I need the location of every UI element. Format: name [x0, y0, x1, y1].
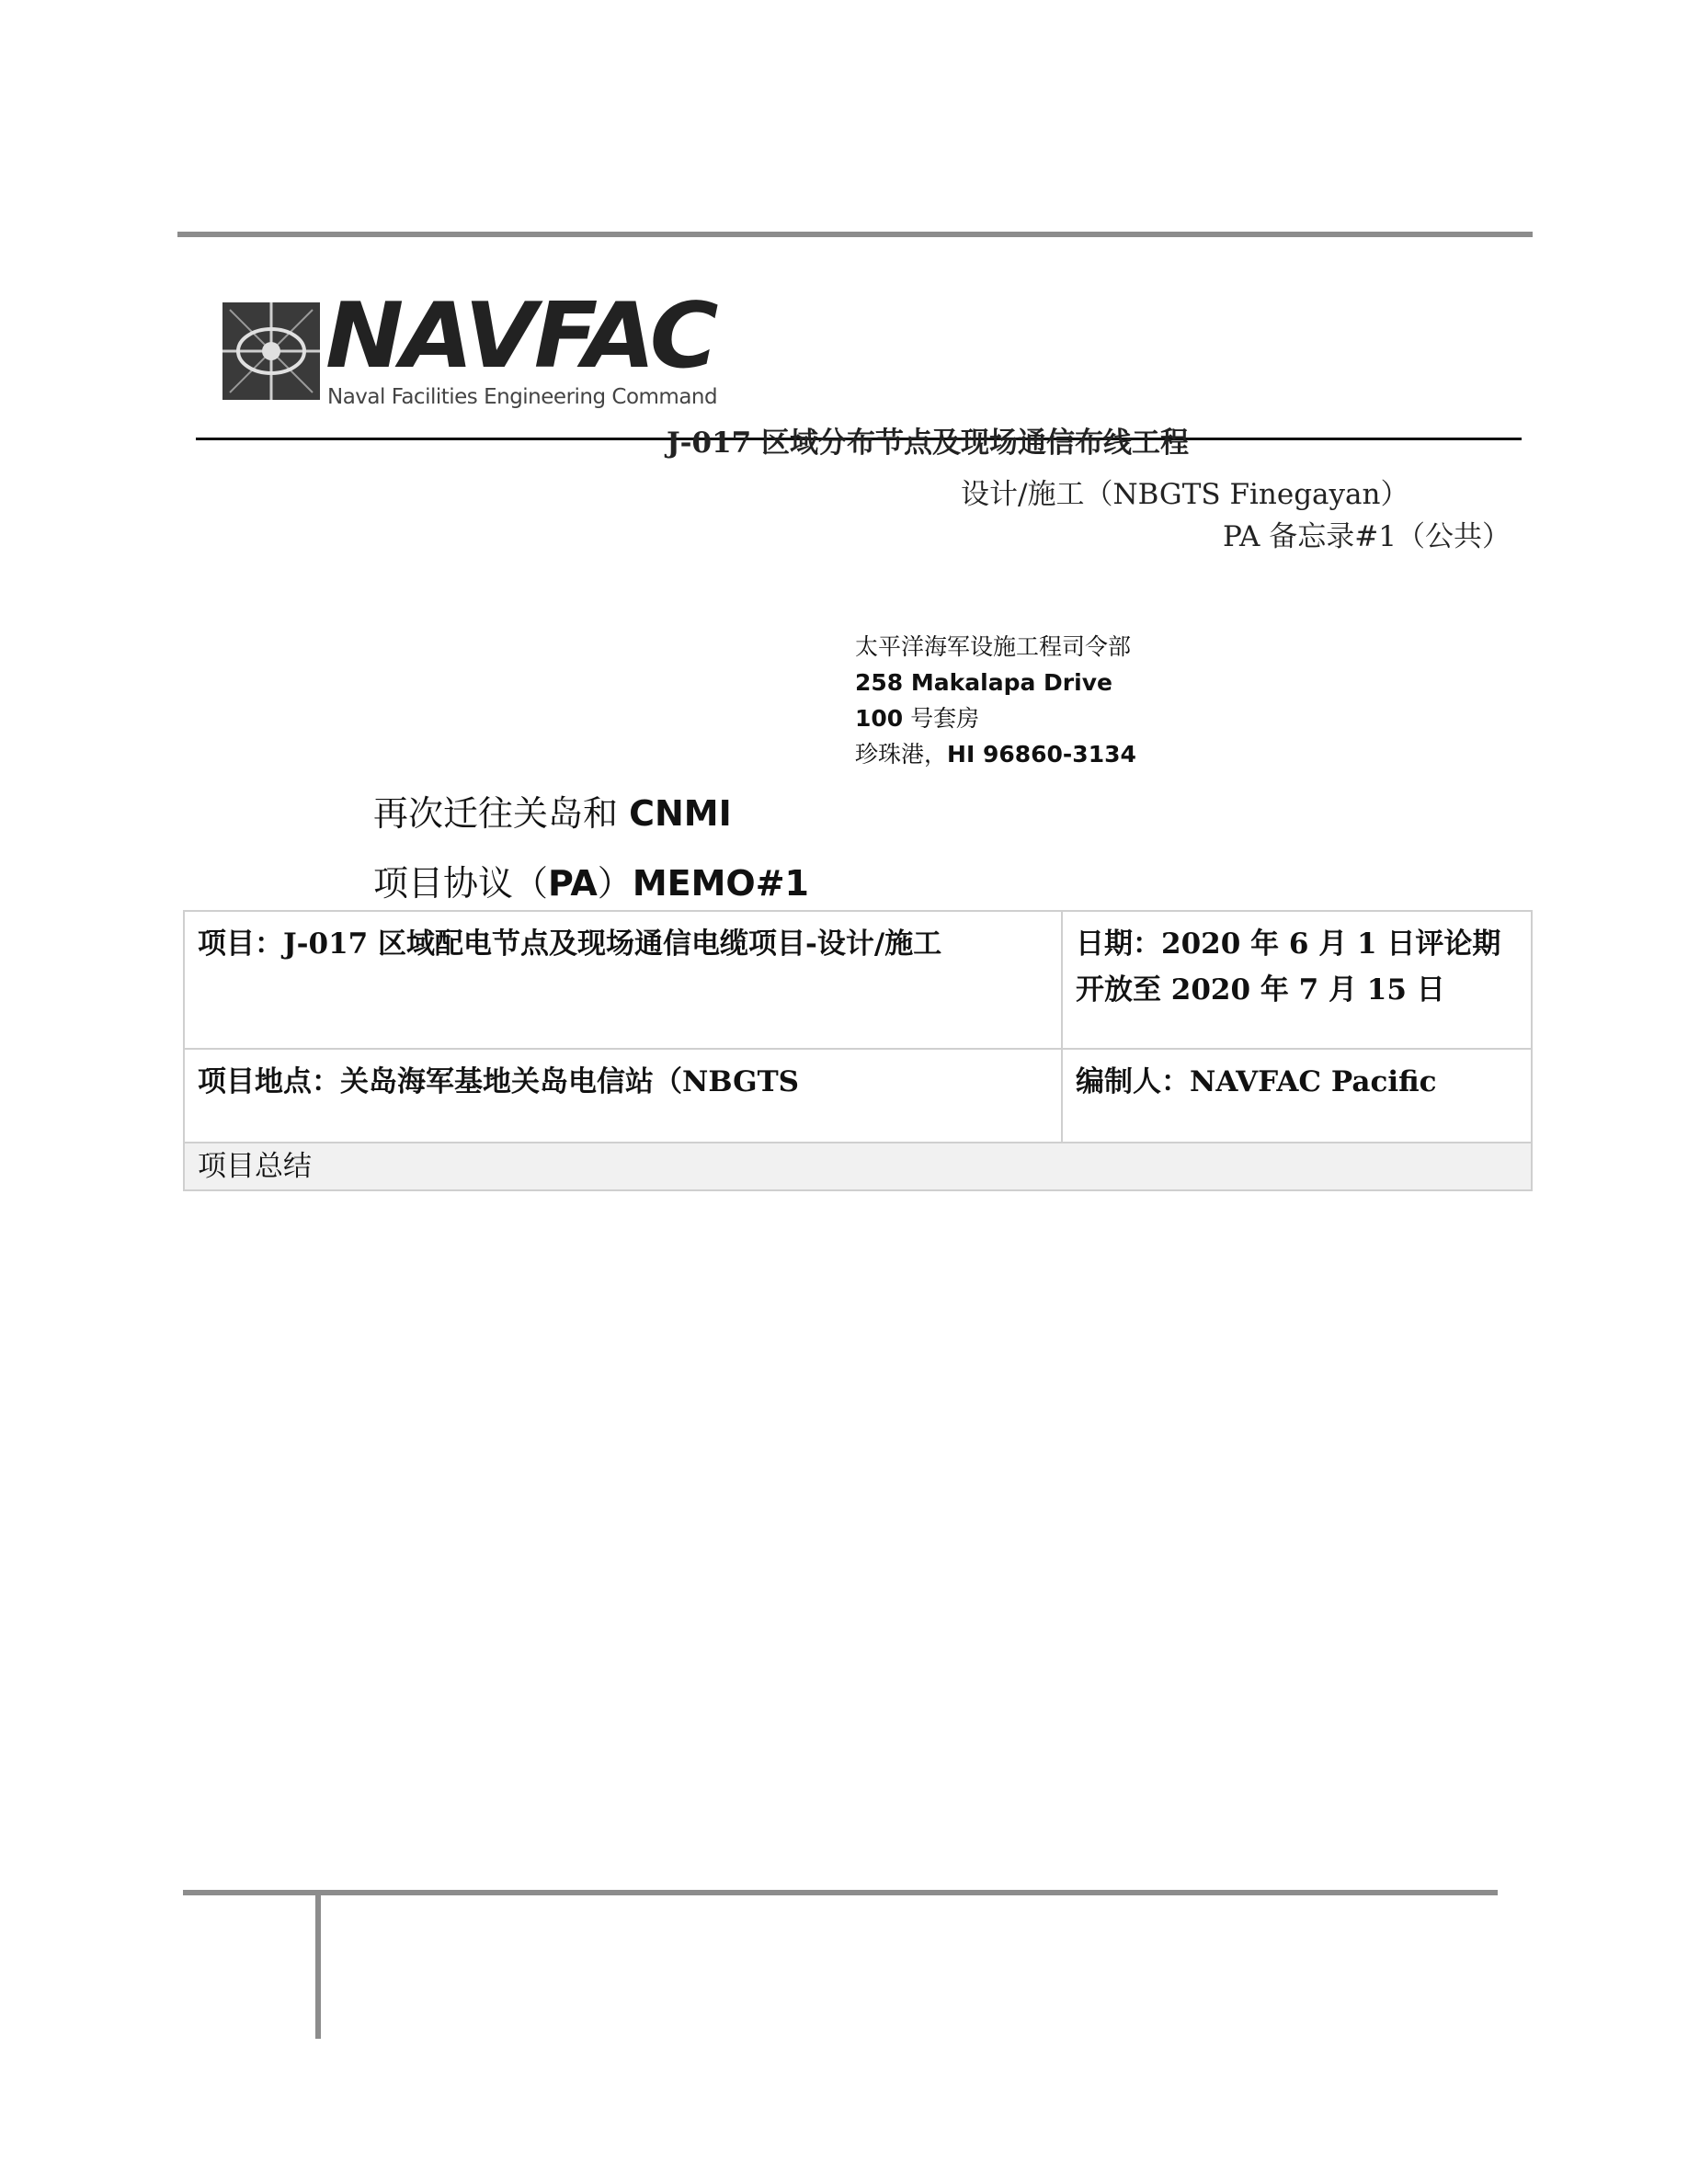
address-city-line — [855, 736, 1136, 772]
project-cell: 项目：J-017 区域配电节点及现场通信电缆项目-设计/施工 — [184, 911, 1062, 1049]
logo-wordmark: NAVFAC — [325, 284, 716, 389]
address-block — [855, 629, 1136, 772]
memo-heading-line-1 — [373, 785, 732, 836]
project-title-line-2: 设计/施工（NBGTS Finegayan） — [961, 478, 1409, 511]
address-city: 珍珠港， — [855, 741, 948, 768]
heading-2-bold-memo: MEMO#1 — [632, 863, 809, 904]
summary-header-cell: 项目总结 — [184, 1143, 1532, 1190]
footer-vertical-rule — [315, 1892, 321, 2039]
date-cell: 日期：2020 年 6 月 1 日评论期开放至 2020 年 7 月 15 日 — [1062, 911, 1532, 1049]
logo-subtitle: Naval Facilities Engineering Command — [327, 385, 718, 409]
address-suite-number: 100 — [855, 705, 904, 732]
address-org: 太平洋海军设施工程司令部 — [855, 633, 1132, 660]
prepared-by-cell: 编制人：NAVFAC Pacific — [1062, 1049, 1532, 1143]
address-suite — [855, 700, 1136, 736]
heading-2-bold-pa: PA — [548, 863, 598, 904]
table-row — [184, 911, 1532, 1049]
project-title-line-1: J-017 区域分布节点及现场通信布线工程 — [667, 427, 1190, 460]
project-info-table — [183, 910, 1533, 1191]
heading-1-bold: CNMI — [629, 793, 732, 834]
address-suite-label: 号套房 — [903, 705, 980, 732]
navfac-emblem-icon — [222, 302, 320, 400]
memo-heading-line-2 — [373, 855, 809, 905]
location-cell: 项目地点：关岛海军基地关岛电信站（NBGTS — [184, 1049, 1062, 1143]
navfac-logo — [222, 284, 800, 409]
project-title-line-3: PA 备忘录#1（公共） — [1223, 520, 1511, 553]
address-zip: HI 96860-3134 — [947, 741, 1136, 768]
heading-2-mid: ） — [597, 863, 633, 904]
table-row — [184, 1143, 1532, 1190]
address-street: 258 Makalapa Drive — [855, 669, 1112, 696]
table-row — [184, 1049, 1532, 1143]
top-rule — [177, 232, 1533, 237]
heading-1-text: 再次迁往关岛和 — [373, 793, 630, 834]
bottom-rule — [183, 1890, 1498, 1895]
heading-2-text: 项目协议（ — [373, 863, 549, 904]
